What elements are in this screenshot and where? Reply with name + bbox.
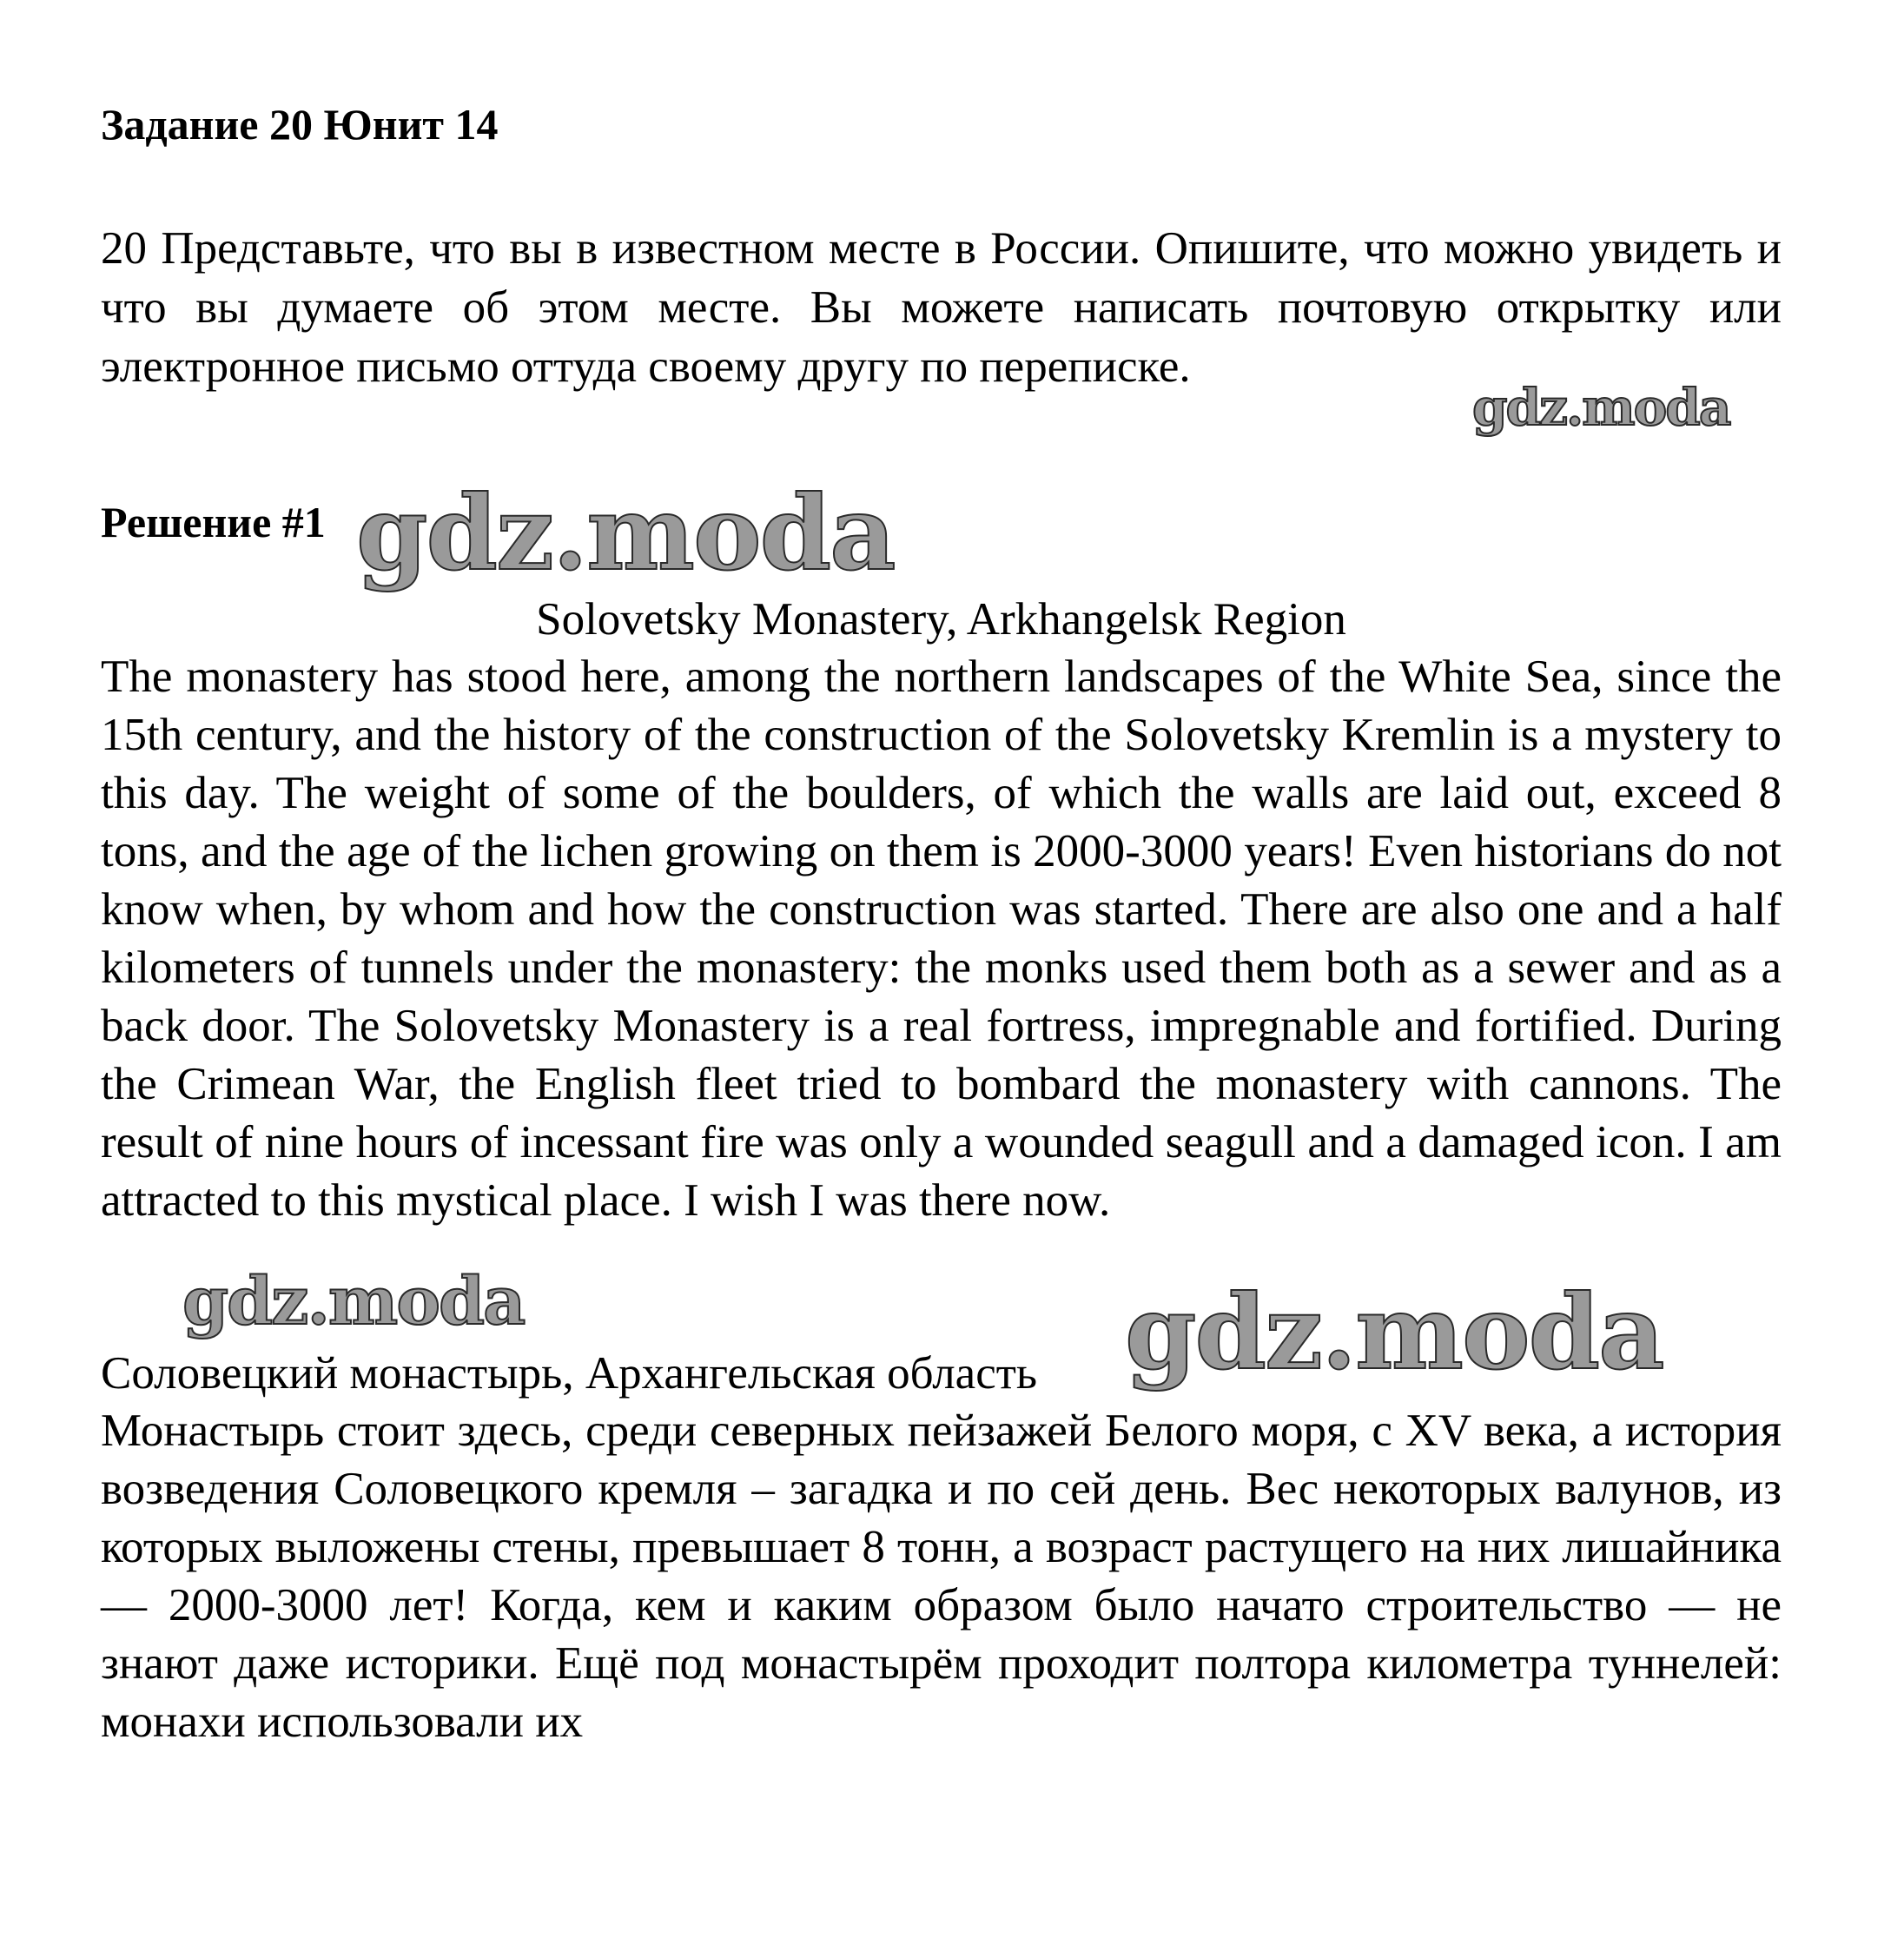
watermark-logo: gdz.moda xyxy=(356,473,895,593)
english-title: Solovetsky Monastery, Arkhangelsk Region xyxy=(536,594,1346,645)
watermark-logo: gdz.moda xyxy=(1125,1272,1663,1392)
solution-label: Решение #1 xyxy=(101,498,326,546)
english-text: The monastery has stood here, among the northern landscapes of the White Sea, since the 15th century, and the history of the construction of the Solovetsky Kremlin is a mystery to this day. The weight of some of the boulders, of which the walls are laid out, exceed 8 tons, and the age of the lichen growing on them is 2000-3000 years! Even historians do not know when, by whom and how the construction was started. There are also one and a half kilometers of tunnels under the monastery: the monks used them both as a sewer and as a back door. The Solovetsky Monastery is a real fortress, impregnable and fortified. During the Crimean War, the English fleet tried to bombard the monastery with cannons. The result of nine hours of incessant fire was only a wounded seagull and a damaged icon. I am attracted to this mystical place. I wish I was there now. xyxy=(101,652,1782,1226)
task-prompt: 20 Представьте, что вы в известном месте в России. Опишите, что можно увидеть и что вы думаете об этом месте. Вы можете написать почтовую открытку или электронное письмо оттуда своему другу по переписке. xyxy=(101,223,1782,392)
russian-title: Соловецкий монастырь, Архангельская область xyxy=(101,1348,1038,1399)
task-title: Задание 20 Юнит 14 xyxy=(101,100,499,149)
watermark-logo: gdz.moda xyxy=(182,1262,525,1339)
watermark-logo: gdz.moda xyxy=(1472,378,1730,437)
russian-text: Монастырь стоит здесь, среди северных пейзажей Белого моря, с XV века, а история возведения Соловецкого кремля – загадка и по сей день. Вес некоторых валунов, из которых выложены стены, превышает 8 тонн, а возраст растущего на них лишайника — 2000-3000 лет! Когда, кем и каким образом было начато строительство — не знают даже историки. Ещё под монастырём проходит полтора километра туннелей: монахи использовали их xyxy=(101,1406,1782,1747)
